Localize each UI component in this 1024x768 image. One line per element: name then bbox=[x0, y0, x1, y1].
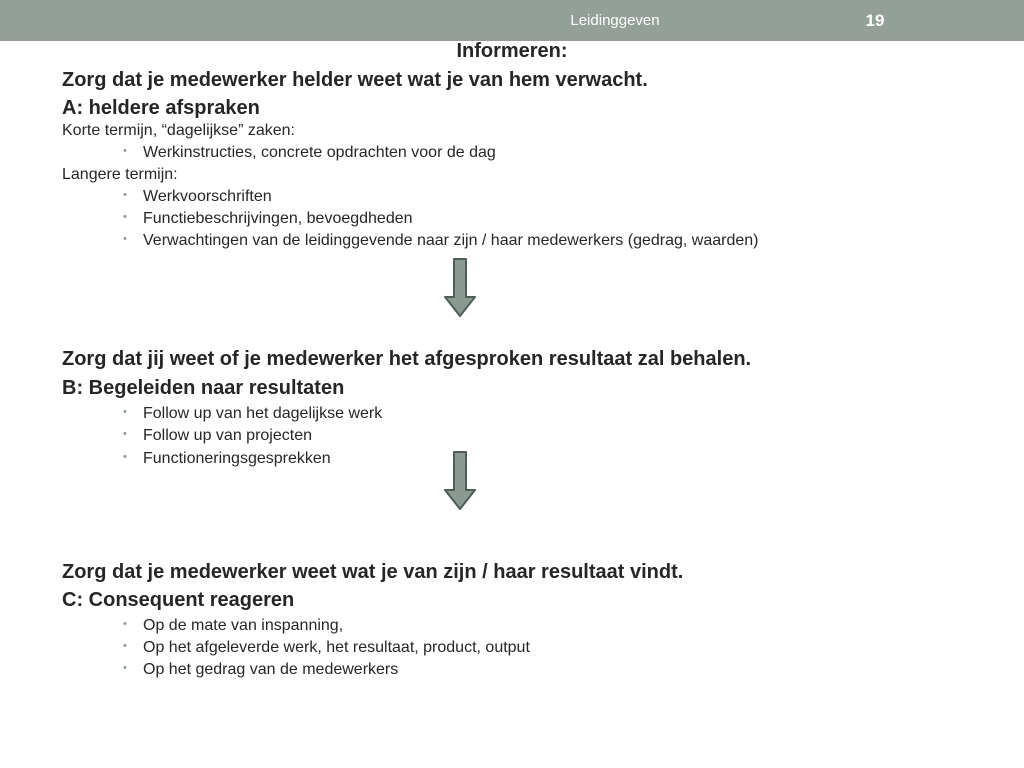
section-c-title: C: Consequent reageren bbox=[62, 589, 295, 611]
section-b-item: • Follow up van projecten bbox=[143, 427, 312, 445]
section-c-item: • Op het afgeleverde werk, het resultaat, product, output bbox=[143, 639, 530, 657]
section-c-item: • Op de mate van inspanning, bbox=[143, 617, 343, 635]
section-b-item: • Functioneringsgesprekken bbox=[143, 450, 331, 468]
long-term-item: • Functiebeschrijvingen, bevoegdheden bbox=[143, 210, 413, 228]
section-b-goal: Zorg dat jij weet of je medewerker het afgesproken resultaat zal behalen. bbox=[62, 348, 752, 370]
short-term-label: Korte termijn, “dagelijkse” zaken: bbox=[62, 122, 295, 139]
section-c-item: • Op het gedrag van de medewerkers bbox=[143, 661, 398, 679]
section-b-title: B: Begeleiden naar resultaten bbox=[62, 377, 345, 399]
short-term-item: • Werkinstructies, concrete opdrachten voor de dag bbox=[143, 144, 496, 162]
slide-header-title: Leidinggeven bbox=[570, 12, 660, 29]
section-b-item: • Follow up van het dagelijkse werk bbox=[143, 405, 382, 423]
section-a-title: A: heldere afspraken bbox=[62, 97, 260, 119]
section-a-goal: Zorg dat je medewerker helder weet wat je van hem verwacht. bbox=[62, 69, 648, 91]
section-a-label: Informeren: bbox=[456, 40, 568, 62]
section-c-goal: Zorg dat je medewerker weet wat je van zijn / haar resultaat vindt. bbox=[62, 561, 684, 583]
long-term-label: Langere termijn: bbox=[62, 166, 178, 183]
long-term-item: • Werkvoorschriften bbox=[143, 188, 272, 206]
long-term-item: • Verwachtingen van de leidinggevende naar zijn / haar medewerkers (gedrag, waarden) bbox=[143, 232, 758, 250]
arrow-down-icon bbox=[443, 450, 477, 512]
arrow-down-icon bbox=[443, 257, 477, 319]
page-number: 19 bbox=[865, 11, 885, 30]
